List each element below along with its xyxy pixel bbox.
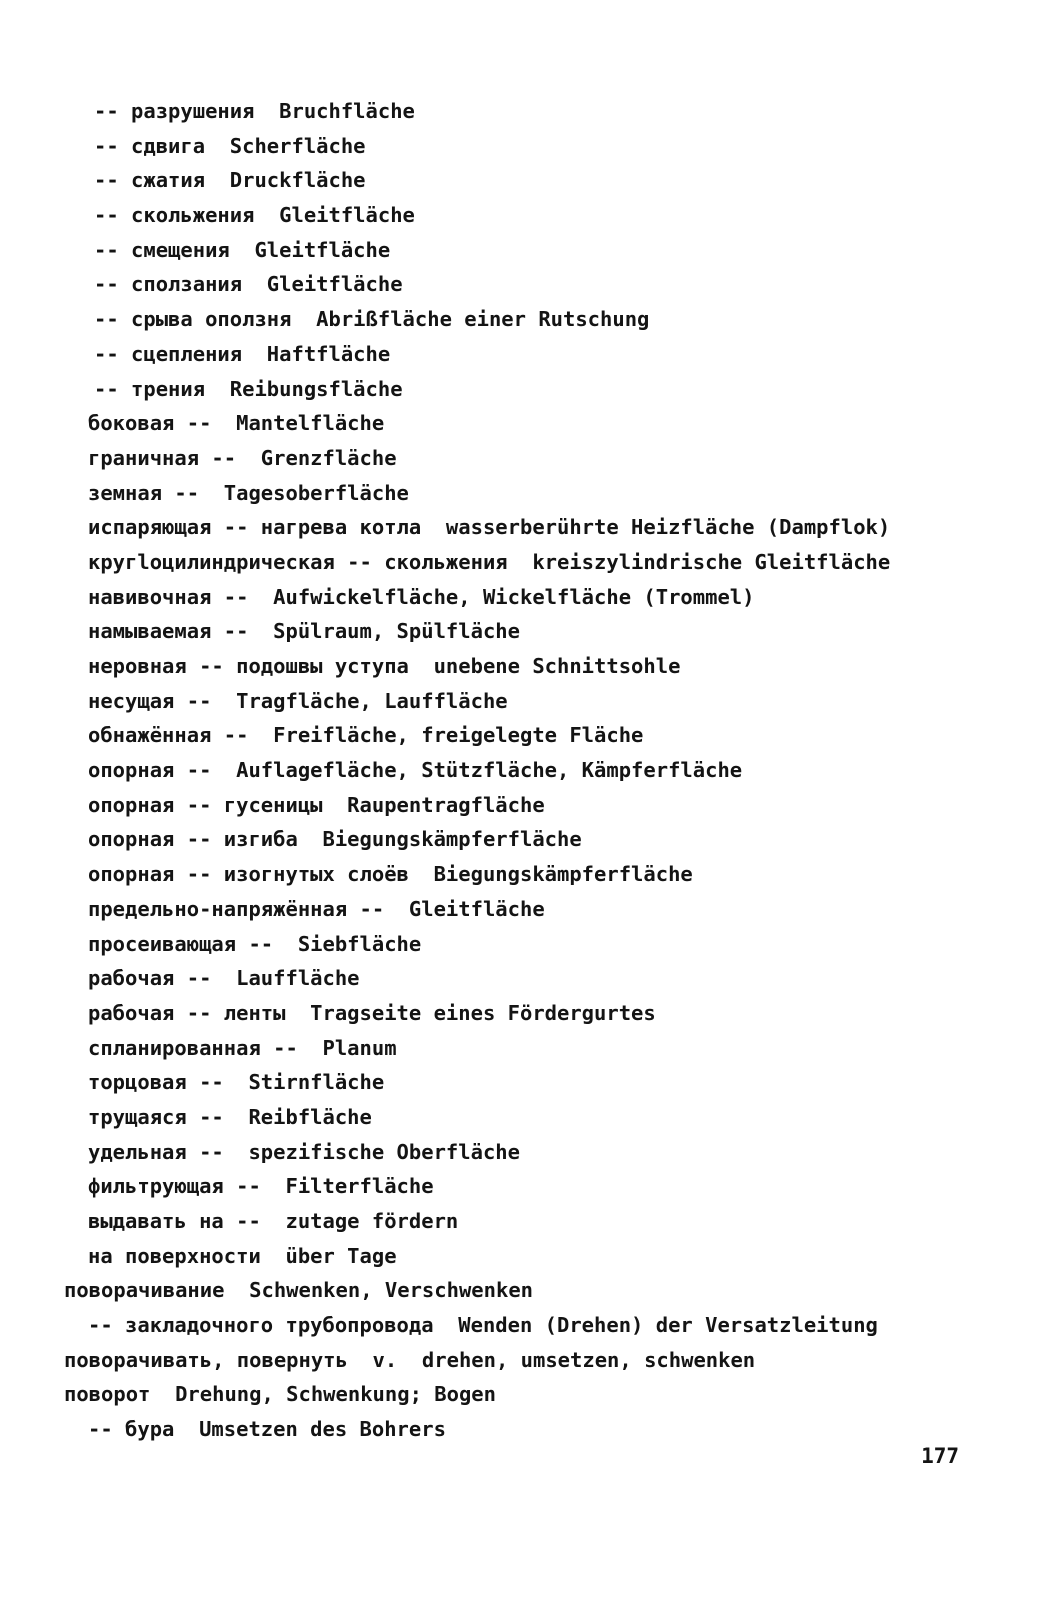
dictionary-entry: кругloцилиндрическая -- скольжения kreiszylindrische Gleitfläche bbox=[88, 549, 891, 574]
dictionary-entry: испаряющая -- нагрева котла wasserberührte Heizfläche (Dampflok) bbox=[88, 515, 891, 540]
dictionary-entry: опорная -- изгиба Biegungskämpferfläche bbox=[88, 827, 582, 852]
entry-list bbox=[0, 94, 1061, 1447]
dictionary-entry: -- разрушения Bruchfläche bbox=[94, 99, 415, 123]
dictionary-entry: -- сползания Gleitfläche bbox=[94, 272, 403, 297]
dictionary-entry: просеивающая -- Siebfläche bbox=[88, 931, 422, 956]
dictionary-entry: трущаяся -- Reibfläche bbox=[88, 1104, 372, 1129]
dictionary-entry: рабочая -- ленты Tragseite eines Fördergurtes bbox=[88, 1000, 656, 1025]
dictionary-entry: -- сцепления Haftfläche bbox=[94, 341, 391, 366]
dictionary-entry: -- закладочного трубопровода Wenden (Drehen) der Versatzleitung bbox=[88, 1313, 878, 1338]
page-number: 177 bbox=[921, 1444, 959, 1468]
dictionary-entry: опорная -- Auflagefläche, Stützfläche, Kämpferfläche bbox=[88, 758, 743, 783]
dictionary-entry: неровная -- подошвы уступа unebene Schnittsohle bbox=[88, 654, 681, 678]
dictionary-entry: рабочая -- Lauffläche bbox=[88, 966, 360, 991]
dictionary-entry: фильтрующая -- Filterfläche bbox=[88, 1174, 434, 1199]
dictionary-entry: боковая -- Mantelfläche bbox=[88, 411, 385, 436]
dictionary-entry: -- сжатия Druckfläche bbox=[94, 168, 366, 193]
dictionary-entry: -- сдвига Scherfläche bbox=[94, 133, 366, 158]
dictionary-entry: несущая -- Tragfläche, Lauffläche bbox=[88, 688, 508, 713]
dictionary-entry: опорная -- гусеницы Raupentragfläche bbox=[88, 792, 545, 817]
dictionary-entry: выдавать на -- zutage fördern bbox=[88, 1209, 459, 1233]
dictionary-entry: на поверхности über Tage bbox=[88, 1243, 397, 1268]
dictionary-entry: -- срыва оползня Abrißfläche einer Rutschung bbox=[94, 307, 650, 332]
dictionary-entry: земная -- Tagesoberfläche bbox=[88, 480, 409, 505]
dictionary-entry: торцовая -- Stirnfläche bbox=[88, 1070, 385, 1095]
dictionary-entry: навивочная -- Aufwickelfläche, Wickelfläche (Trommel) bbox=[88, 584, 755, 609]
dictionary-entry: граничная -- Grenzfläche bbox=[88, 445, 397, 470]
dictionary-entry: предельно-напряжённая -- Gleitfläche bbox=[88, 896, 545, 921]
dictionary-entry: поворачивать, повернуть v. drehen, umsetzen, schwenken bbox=[64, 1347, 756, 1372]
dictionary-entry: удельная -- spezifische Oberfläche bbox=[88, 1139, 520, 1164]
dictionary-entry: намываемая -- Spülraum, Spülfläche bbox=[88, 619, 520, 644]
dictionary-entry: поворачивание Schwenken, Verschwenken bbox=[64, 1278, 533, 1303]
dictionary-entry: спланированная -- Planum bbox=[88, 1035, 397, 1060]
dictionary-entry: -- скольжения Gleitfläche bbox=[94, 203, 415, 228]
dictionary-entry: -- бура Umsetzen des Bohrers bbox=[88, 1417, 446, 1442]
dictionary-entry: -- трения Reibungsfläche bbox=[94, 376, 403, 401]
dictionary-entry: обнажённая -- Freifläche, freigelegte Fläche bbox=[88, 723, 644, 748]
dictionary-entry: поворот Drehung, Schwenkung; Bogen bbox=[64, 1382, 496, 1407]
dictionary-entry: -- смещения Gleitfläche bbox=[94, 237, 391, 262]
dictionary-entry: опорная -- изогнутых слоёв Biegungskämpferfläche bbox=[88, 862, 693, 887]
